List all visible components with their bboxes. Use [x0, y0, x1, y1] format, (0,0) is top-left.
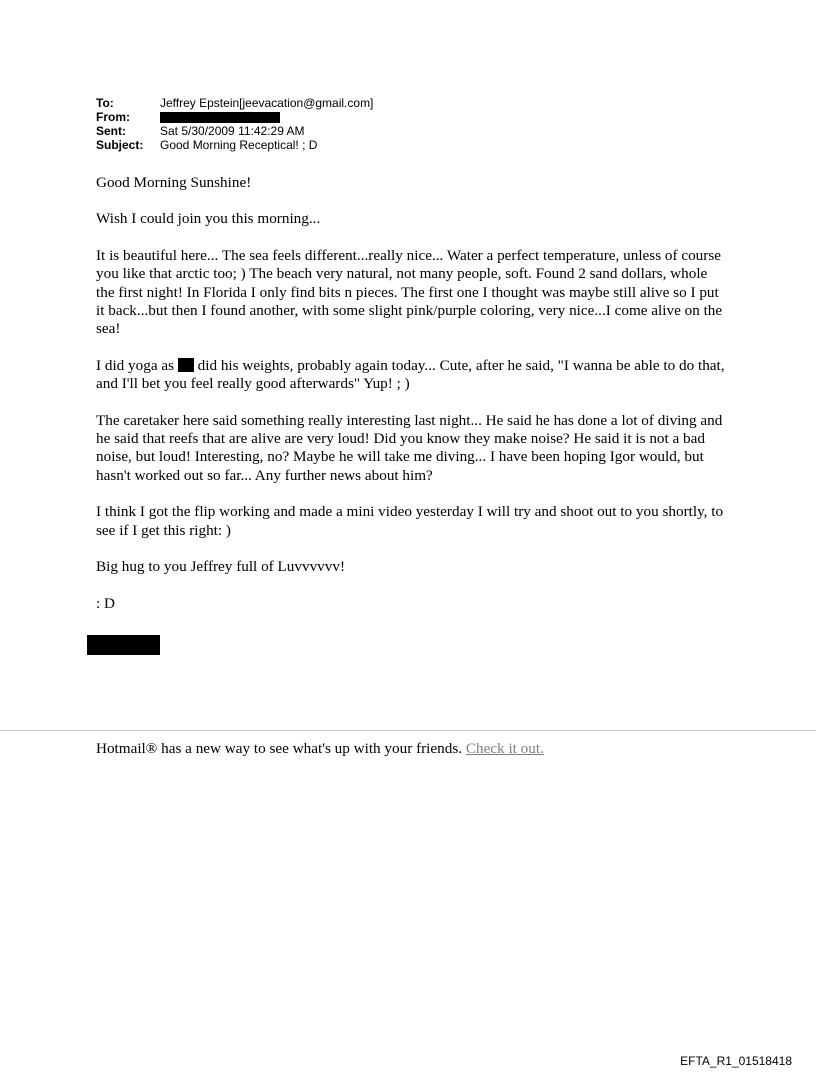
document-id: EFTA_R1_01518418	[680, 1054, 792, 1068]
sent-label: Sent:	[96, 124, 126, 138]
paragraph-6: Big hug to you Jeffrey full of Luvvvvvv!	[96, 558, 346, 576]
redaction-box	[160, 112, 280, 123]
subject-label: Subject:	[96, 138, 144, 152]
sent-value: Sat 5/30/2009 11:42:29 AM	[160, 124, 305, 138]
paragraph-5: I think I got the flip working and made a mini video yesterday I will try and shoot out to you shortly, to see if I get this right: )	[96, 503, 724, 539]
paragraph-2: It is beautiful here... The sea feels different...really nice... Water a perfect temperature, unless of course you like that arctic too; ) The beach very natural, not many people, soft. Found 2 sand dollars, whole the first night! In Florida I only find bits n pieces. The first one I thought was maybe still alive so I put it back...but then I found another, with some slight pink/purple coloring, very nice...I come alive on the sea!	[96, 246, 723, 338]
paragraph-3-end: did his weights, probably again today... Cute, after he said, "I wanna be able to do that, and I'll bet you feel really good afterwards" Yup! ; )	[96, 356, 725, 393]
sent-row	[96, 124, 373, 138]
signature-redaction	[87, 635, 160, 655]
footer-divider	[0, 730, 816, 731]
footer-text: Hotmail® has a new way to see what's up with your friends.	[96, 740, 466, 757]
hotmail-footer	[96, 740, 544, 758]
from-value-redacted	[160, 110, 280, 124]
email-header	[96, 96, 373, 152]
check-it-out-link[interactable]: Check it out.	[465, 740, 544, 757]
subject-row	[96, 138, 373, 152]
paragraph-1: Wish I could join you this morning...	[96, 210, 321, 228]
to-value: Jeffrey Epstein[jeevacation@gmail.com]	[160, 96, 374, 110]
subject-value: Good Morning Receptical! ; D	[160, 138, 318, 152]
to-label: To:	[96, 96, 114, 110]
email-body	[96, 174, 728, 631]
from-row	[96, 110, 373, 124]
redaction-box	[178, 358, 194, 372]
paragraph-3-start: I did yoga as	[96, 356, 178, 374]
paragraph-7: : D	[96, 594, 115, 612]
paragraph-4: The caretaker here said something really interesting last night... He said he has done a lot of diving and he said that reefs that are alive are very loud! Did you know they make noise? He said it is not a bad noise, but loud! Interesting, no? Maybe he will take me diving... I have been hoping Igor would, but hasn't worked out so far... Any further news about him?	[96, 411, 723, 484]
to-row	[96, 96, 373, 110]
greeting: Good Morning Sunshine!	[96, 174, 252, 191]
paragraph-3	[96, 357, 728, 394]
from-label: From:	[96, 110, 130, 124]
